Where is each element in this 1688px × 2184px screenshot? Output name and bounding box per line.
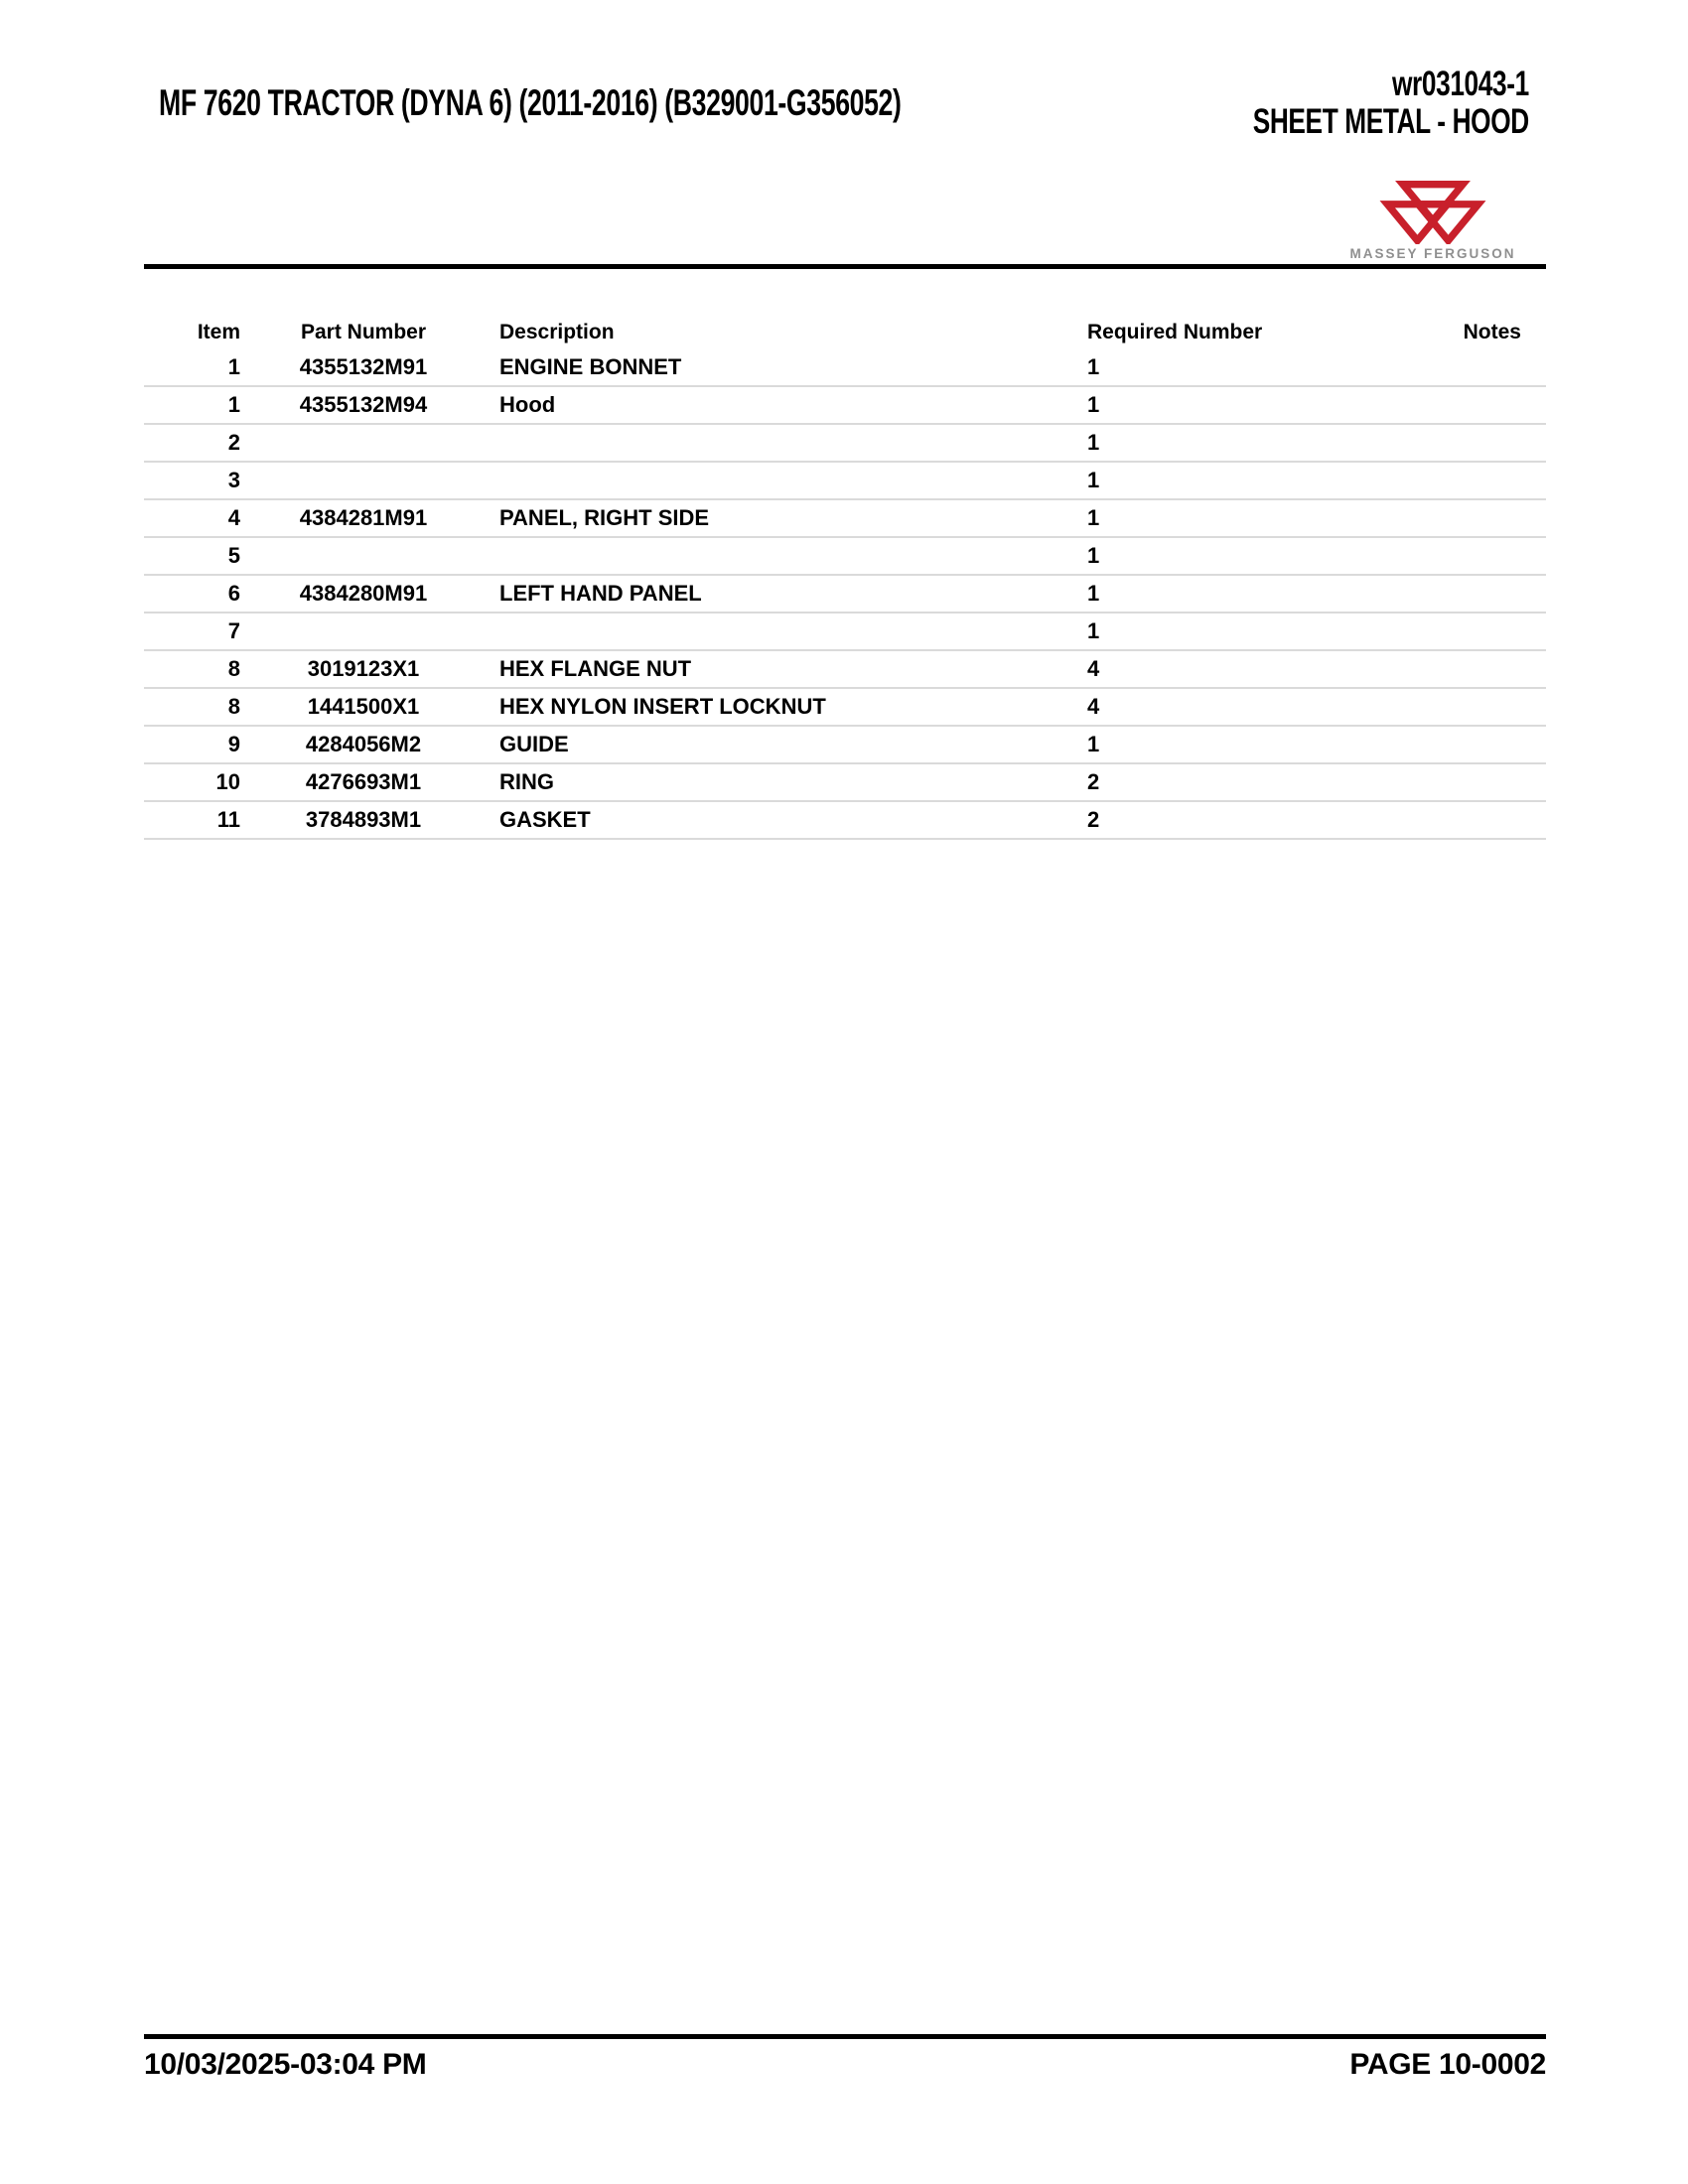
column-header-required-number: Required Number	[1087, 321, 1263, 343]
table-row	[144, 349, 1546, 387]
item-cell: 2	[227, 430, 240, 455]
table-header-row	[144, 316, 1546, 349]
part-number-cell: 4355132M94	[299, 392, 428, 417]
document-header-right	[1253, 66, 1529, 141]
item-cell: 3	[227, 468, 240, 492]
column-header-notes: Notes	[1463, 321, 1521, 343]
required-number-cell: 1	[1087, 392, 1100, 417]
table-row	[144, 764, 1546, 802]
part-number-cell: 4284056M2	[305, 732, 422, 756]
item-cell: 1	[227, 392, 240, 417]
item-cell: 1	[227, 354, 240, 379]
table-row	[144, 387, 1546, 425]
column-header-part-number: Part Number	[300, 321, 427, 343]
table-row	[144, 425, 1546, 463]
description-cell: PANEL, RIGHT SIDE	[499, 505, 710, 530]
item-cell: 10	[215, 769, 240, 794]
item-cell: 5	[227, 543, 240, 568]
page-title: MF 7620 TRACTOR (DYNA 6) (2011-2016) (B329001-G356052)	[159, 82, 902, 123]
description-cell: ENGINE BONNET	[499, 354, 682, 379]
footer-divider	[144, 2034, 1546, 2039]
item-cell: 6	[227, 581, 240, 606]
table-row	[144, 576, 1546, 614]
item-cell: 4	[227, 505, 240, 530]
required-number-cell: 1	[1087, 354, 1100, 379]
required-number-cell: 1	[1087, 505, 1100, 530]
parts-table	[144, 316, 1546, 840]
table-row	[144, 463, 1546, 500]
item-cell: 8	[227, 694, 240, 719]
brand-logo-text: MASSEY FERGUSON	[1349, 246, 1516, 261]
item-cell: 9	[227, 732, 240, 756]
item-cell: 11	[216, 807, 240, 832]
table-row	[144, 802, 1546, 840]
table-row	[144, 614, 1546, 651]
description-cell: HEX FLANGE NUT	[499, 656, 692, 681]
brand-logo	[1348, 181, 1517, 261]
required-number-cell: 1	[1087, 581, 1100, 606]
part-number-cell: 3019123X1	[307, 656, 420, 681]
header-divider	[144, 264, 1546, 269]
required-number-cell: 1	[1087, 543, 1100, 568]
required-number-cell: 1	[1087, 430, 1100, 455]
description-cell: GASKET	[499, 807, 591, 832]
part-number-cell: 4384281M91	[299, 505, 428, 530]
description-cell: Hood	[499, 392, 556, 417]
part-number-cell: 4276693M1	[305, 769, 422, 794]
required-number-cell: 4	[1087, 656, 1100, 681]
table-row	[144, 500, 1546, 538]
required-number-cell: 1	[1087, 732, 1100, 756]
table-row	[144, 727, 1546, 764]
required-number-cell: 2	[1087, 807, 1100, 832]
part-number-cell: 3784893M1	[305, 807, 422, 832]
item-cell: 7	[227, 618, 240, 643]
description-cell: RING	[499, 769, 554, 794]
document-code: wr031043-1	[1392, 65, 1529, 103]
required-number-cell: 4	[1087, 694, 1100, 719]
required-number-cell: 1	[1087, 468, 1100, 492]
part-number-cell: 4355132M91	[299, 354, 428, 379]
page-number: PAGE 10-0002	[1349, 2048, 1546, 2081]
required-number-cell: 1	[1087, 618, 1100, 643]
part-number-cell: 4384280M91	[299, 581, 428, 606]
print-timestamp: 10/03/2025-03:04 PM	[144, 2048, 427, 2081]
description-cell: GUIDE	[499, 732, 569, 756]
item-cell: 8	[227, 656, 240, 681]
description-cell: HEX NYLON INSERT LOCKNUT	[499, 694, 826, 719]
massey-ferguson-triple-triangle-icon	[1363, 181, 1502, 244]
table-row	[144, 689, 1546, 727]
table-row	[144, 538, 1546, 576]
column-header-description: Description	[499, 321, 615, 343]
part-number-cell: 1441500X1	[307, 694, 420, 719]
column-header-item: Item	[197, 321, 240, 343]
required-number-cell: 2	[1087, 769, 1100, 794]
parts-table-body	[144, 349, 1546, 840]
table-row	[144, 651, 1546, 689]
description-cell: LEFT HAND PANEL	[499, 581, 702, 606]
section-title: SHEET METAL - HOOD	[1252, 102, 1529, 141]
